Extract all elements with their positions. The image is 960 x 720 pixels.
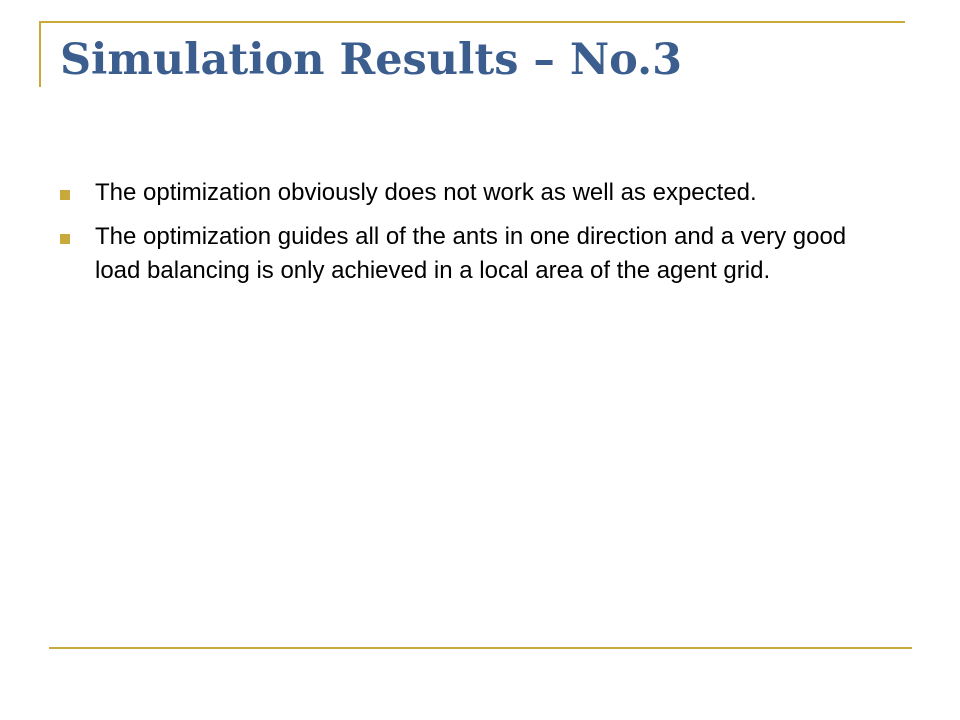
bullet-text: The optimization guides all of the ants in one direction and a very good load balancing is only achieved in a local area of the agent grid.	[95, 223, 847, 284]
bottom-rule	[49, 647, 912, 649]
bullet-item	[60, 220, 850, 288]
square-bullet-icon	[60, 234, 70, 244]
bullet-text: The optimization obviously does not work as well as expected.	[95, 179, 757, 206]
square-bullet-icon	[60, 190, 70, 200]
bullet-item	[60, 176, 850, 210]
left-rule	[39, 21, 41, 87]
slide-title: Simulation Results – No.3	[60, 35, 682, 85]
top-rule	[39, 21, 905, 23]
bullet-list	[60, 176, 850, 298]
